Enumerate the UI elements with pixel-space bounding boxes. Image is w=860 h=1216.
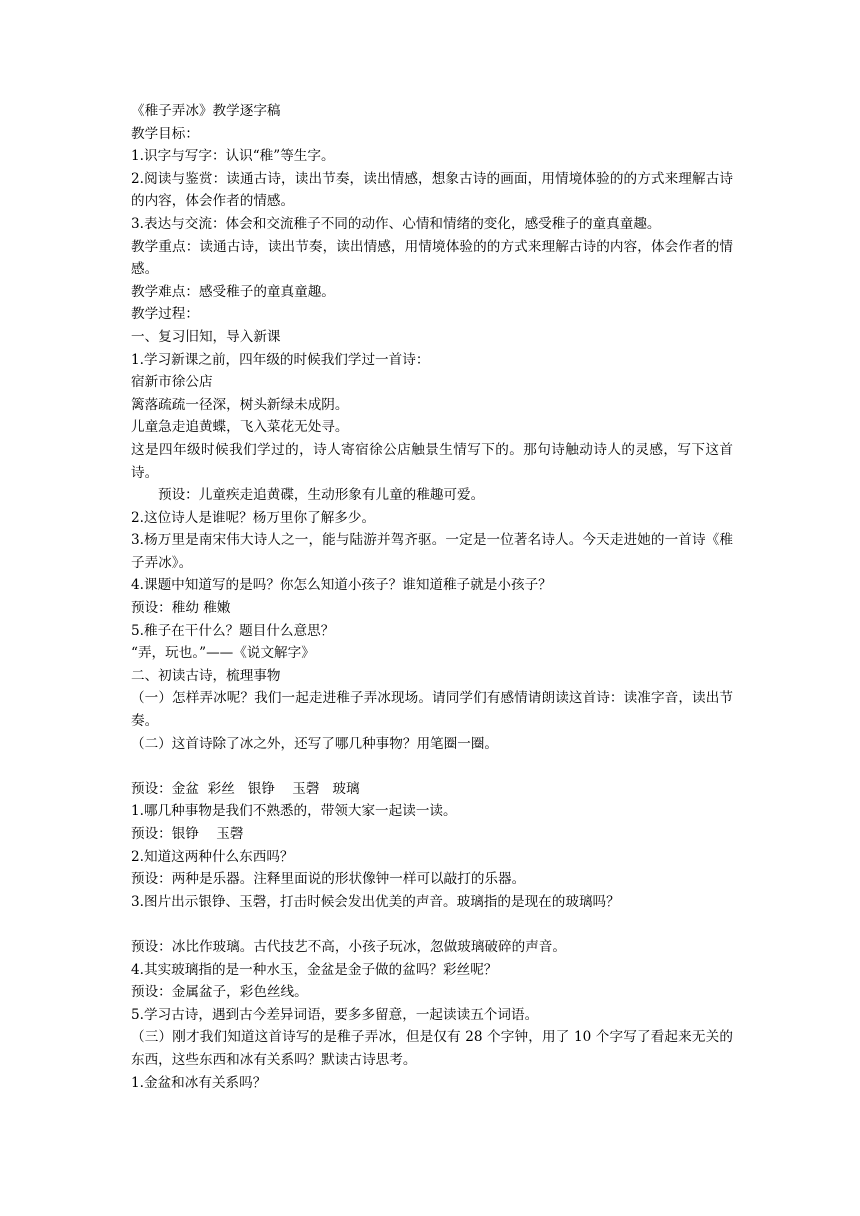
- poem-line: 篱落疏疏一径深，树头新绿未成阴。: [131, 396, 349, 413]
- paragraph: 4.其实玻璃指的是一种水玉，金盆是金子做的盆吗？彩丝呢？: [131, 961, 498, 978]
- teaching-focus: 教学重点：读通古诗，读出节奏，读出情感，用情境体验的的方式来理解古诗的内容，体会作者的情感。: [131, 238, 733, 278]
- paragraph: 1.金盆和冰有关系吗？: [131, 1074, 267, 1091]
- paragraph: 2.知道这两种什么东西吗？: [131, 848, 294, 865]
- paragraph: （三）刚才我们知道这首诗写的是稚子弄冰，但是仅有 28 个字钟，用了 10 个字写了看起来无关的东西，这些东西和冰有关系吗？默读古诗思考。: [131, 1029, 733, 1068]
- preset-answer: 预设：稚幼 稚嫩: [131, 600, 231, 617]
- paragraph: 4.课题中知道写的是吗？你怎么知道小孩子？谁知道稚子就是小孩子？: [131, 577, 552, 594]
- paragraph: （二）这首诗除了冰之外，还写了哪几种事物？用笔圈一圈。: [131, 735, 499, 752]
- poem-line: 儿童急走追黄蝶，飞入菜花无处寻。: [131, 419, 349, 436]
- paragraph: 5.学习古诗，遇到古今差异词语，要多多留意，一起读读五个词语。: [131, 1006, 539, 1023]
- part-heading: 二、初读古诗，梳理事物: [131, 667, 281, 684]
- preset-answer: 预设：冰比作玻璃。古代技艺不高，小孩子玩冰，忽做玻璃破碎的声音。: [131, 938, 566, 955]
- document-page: [131, 100, 733, 1094]
- objective-item: 1.识字与写字：认识“稚”等生字。: [131, 148, 335, 165]
- paragraph: 3.图片出示银铮、玉磬，打击时候会发出优美的声音。玻璃指的是现在的玻璃吗？: [131, 893, 620, 910]
- quotation: “弄，玩也。”——《说文解字》: [131, 645, 315, 662]
- blank-line: [131, 913, 733, 936]
- preset-answer: 预设：金属盆子，彩色丝线。: [131, 984, 308, 1001]
- paragraph: （一）怎样弄冰呢？我们一起走进稚子弄冰现场。请同学们有感情请朗读这首诗：读准字音，读出节奏。: [131, 690, 733, 730]
- preset-answer: 预设：银铮 玉磬: [131, 826, 244, 842]
- preset-answer: 预设：两种是乐器。注释里面说的形状像钟一样可以敲打的乐器。: [131, 871, 526, 888]
- part-heading: 一、复习旧知，导入新课: [131, 328, 281, 345]
- objective-item: 3.表达与交流：体会和交流稚子不同的动作、心情和情绪的变化，感受稚子的童真童趣。: [131, 215, 661, 232]
- section-heading-process: 教学过程：: [131, 306, 199, 323]
- objective-item: 2.阅读与鉴赏：读通古诗，读出节奏，读出情感，想象古诗的画面，用情境体验的的方式来理解古诗的内容，体会作者的情感。: [131, 170, 733, 210]
- paragraph: 1.学习新课之前，四年级的时候我们学过一首诗：: [131, 351, 430, 368]
- section-heading-objectives: 教学目标：: [131, 125, 199, 142]
- teaching-difficulty: 教学难点：感受稚子的童真童趣。: [131, 283, 335, 300]
- preset-answer: 预设：金盆 彩丝 银铮 玉磬 玻璃: [131, 780, 360, 797]
- document-title: 《稚子弄冰》教学逐字稿: [131, 103, 281, 119]
- paragraph: 5.稚子在干什么？题目什么意思？: [131, 622, 335, 639]
- poem-title: 宿新市徐公店: [131, 374, 213, 391]
- paragraph: 这是四年级时候我们学过的，诗人寄宿徐公店触景生情写下的。那句诗触动诗人的灵感，写下这首诗。: [131, 441, 733, 481]
- paragraph: 1.哪几种事物是我们不熟悉的，带领大家一起读一读。: [131, 803, 457, 820]
- paragraph: 2.这位诗人是谁呢？杨万里你了解多少。: [131, 509, 376, 526]
- paragraph: 3.杨万里是南宋伟大诗人之一，能与陆游并驾齐驱。一定是一位著名诗人。今天走进她的一首诗《稚子弄冰》。: [131, 532, 733, 571]
- preset-answer: 预设：儿童疾走追黄碟，生动形象有儿童的稚趣可爱。: [158, 487, 485, 504]
- blank-line: [131, 755, 733, 778]
